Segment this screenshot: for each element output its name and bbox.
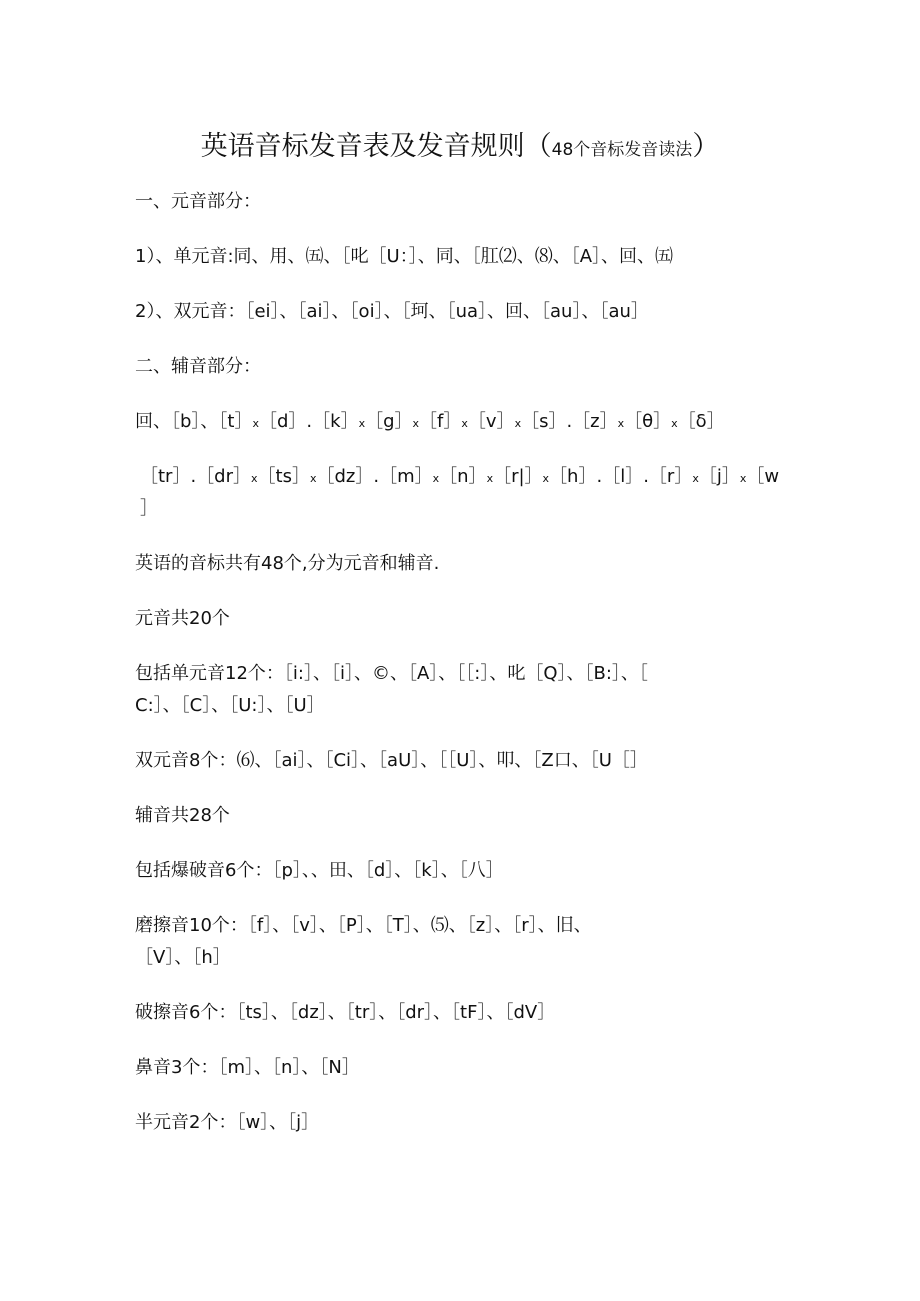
separator-mark: x [739,472,747,485]
consonant-group: ［n］ [439,466,487,487]
consonant-group: ［d］.［k］ [259,411,359,432]
separator-mark: x [617,417,625,430]
fricatives-list-line-2: ［V］、［h］ [135,947,231,968]
separator-mark: x [671,417,678,430]
consonants-line-2-end: ］ [140,498,158,519]
consonant-group: ［j］ [698,466,740,487]
separator-mark: x [514,417,522,430]
nasals-list: 鼻音3个：［m］、［n］、［N］ [135,1057,360,1078]
separator-mark: x [252,417,259,430]
consonant-group: ［h］.［l］.［r］ [549,466,693,487]
consonant-group: ［ts］ [257,466,310,487]
title-subtitle: 48个音标发音读法 [551,140,693,160]
consonant-group: ［δ］ [677,411,725,432]
consonant-group: ［f］ [419,411,462,432]
double-vowel-list: 双元音8个：⑹、［ai］、［Ci］、［aU］、［［U］、叩、［Z口、［U［］ [135,750,648,771]
consonant-group: ［g］ [365,411,413,432]
single-vowel-list-line-1: 包括单元音12个：［i:］、［i］、©、［A］、［［:］、叱［Q］、［B:］、［ [135,663,648,684]
single-vowels-line: 1）、单元音:同、用、㈤、［叱［U：］、同、［肛⑵、⑻、［A］、回、㈤ [135,246,674,267]
page-title [0,124,920,170]
separator-mark: x [432,472,440,485]
plosives-list: 包括爆破音6个：［p］、、田、［d］、［k］、［八］ [135,860,504,881]
separator-mark: x [251,472,258,485]
consonants-line-1 [135,406,785,440]
separator-mark: x [309,472,317,485]
consonants-line-2 [140,461,790,495]
consonant-group: ［v］ [467,411,515,432]
vowels-total-text: 元音共20个 [135,608,230,629]
separator-mark: x [412,417,420,430]
consonant-group: ［dz］.［m］ [316,466,433,487]
title-main: 英语音标发音表及发音规则 [200,131,525,162]
single-vowel-list-line-2: C:］、［C］、［U:］、［U］ [135,695,325,716]
consonants-total-text: 辅音共28个 [135,805,230,826]
separator-mark: x [542,472,550,485]
affricates-list: 破擦音6个：［ts］、［dz］、［tr］、［dr］、［tF］、［dV］ [135,1002,556,1023]
consonant-group: ［θ］ [624,411,672,432]
consonant-group: ［s］.［z］ [521,411,618,432]
double-vowels-line: 2）、双元音：［ei］、［ai］、［oi］、［珂、［ua］、回、［au］、［au］ [135,301,649,322]
title-close-paren: ） [692,131,720,162]
consonant-group: ［w [746,466,780,487]
consonant-group: ［tr］.［dr］ [140,466,252,487]
vowel-heading: 一、元音部分： [135,191,261,212]
separator-mark: x [486,472,494,485]
fricatives-list-line-1: 磨擦音10个：［f］、［v］、［P］、［T］、⑸、［z］、［r］、旧、 [135,915,592,936]
separator-mark: x [358,417,366,430]
total-phonetics-text: 英语的音标共有48个,分为元音和辅音. [135,553,440,574]
semivowels-list: 半元音2个：［w］、［j］ [135,1112,320,1133]
title-open-paren: （ [524,131,552,162]
separator-mark: x [461,417,468,430]
separator-mark: x [692,472,699,485]
consonant-group: ［r|］ [493,466,543,487]
consonant-heading: 二、辅音部分： [135,356,261,377]
consonant-group: 回、［b］、［t］ [135,411,253,432]
